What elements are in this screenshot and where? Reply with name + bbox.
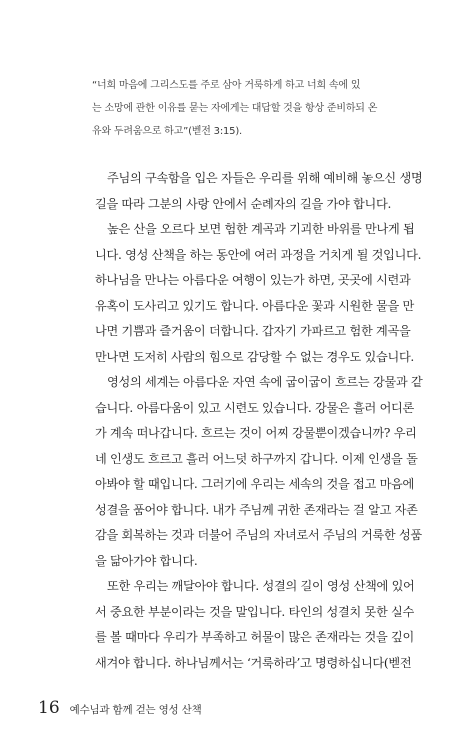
page-footer	[38, 698, 202, 718]
quote-line: “너희 마음에 그리스도를 주로 삼아 거룩하게 하고 너희 속에 있	[92, 80, 361, 91]
body-line: 영성의 세계는 아름다운 자연 속에 굽이굽이 흐르는 강물과 같	[107, 375, 423, 389]
body-line: 을 닮아가야 합니다.	[95, 553, 198, 568]
body-line: 또한 우리는 깨달아야 합니다. 성결의 길이 영성 산책에 있어	[107, 579, 415, 593]
body-line: 아봐야 할 때입니다. 그러기에 우리는 세속의 것을 접고 마음에	[95, 477, 414, 491]
body-line: 하나님을 만나는 아름다운 여행이 있는가 하면, 곳곳에 시련과	[95, 273, 411, 287]
body-line: 네 인생도 흐르고 흘러 어느덧 하구까지 갑니다. 이제 인생을 돌	[95, 451, 418, 466]
body-line: 만나면 도저히 사람의 힘으로 감당할 수 없는 경우도 있습니다.	[95, 349, 414, 364]
body-line: 높은 산을 오르다 보면 험한 계곡과 기괴한 바위를 만나게 됩	[107, 222, 415, 236]
body-line: 길을 따라 그분의 사랑 안에서 순례자의 길을 가야 합니다.	[95, 196, 392, 211]
body-text	[95, 166, 423, 676]
quote-line: 유와 두려움으로 하고”(벧전 3:15).	[92, 126, 243, 137]
quote-line: 는 소망에 관한 이유를 묻는 자에게는 대답할 것을 항상 준비하되 온	[92, 103, 378, 114]
body-line: 주님의 구속함을 입은 자들은 우리를 위해 예비해 놓으신 생명	[107, 171, 423, 185]
body-line: 를 볼 때마다 우리가 부족하고 허물이 많은 존재라는 것을 깊이	[95, 630, 414, 644]
page-number: 16	[38, 698, 60, 718]
body-line: 니다. 영성 산책을 하는 동안에 여러 과정을 거치게 될 것입니다.	[95, 247, 422, 262]
running-title: 예수님과 함께 걷는 영성 산책	[69, 704, 202, 716]
scripture-quote	[92, 74, 410, 143]
body-line: 유혹이 도사리고 있기도 합니다. 아름다운 꽃과 시원한 물을 만	[95, 298, 414, 313]
body-line: 습니다. 아름다움이 있고 시련도 있습니다. 강물은 흘러 어디론	[95, 400, 414, 415]
body-line: 감을 회복하는 것과 더불어 주님의 자녀로서 주님의 거룩한 성품	[95, 528, 422, 542]
body-line: 서 중요한 부분이라는 것을 말입니다. 타인의 성결치 못한 실수	[95, 604, 414, 619]
body-line: 성결을 품어야 합니다. 내가 주님께 귀한 존재라는 걸 알고 자존	[95, 502, 418, 517]
body-line: 새겨야 합니다. 하나님께서는 ‘거룩하라’고 명령하십니다(벧전	[95, 655, 412, 670]
body-line: 가 계속 떠나갑니다. 흐르는 것이 어찌 강물뿐이겠습니까? 우리	[95, 426, 417, 440]
body-line: 나면 기쁨과 즐거움이 더합니다. 갑자기 가파르고 험한 계곡을	[95, 324, 411, 338]
